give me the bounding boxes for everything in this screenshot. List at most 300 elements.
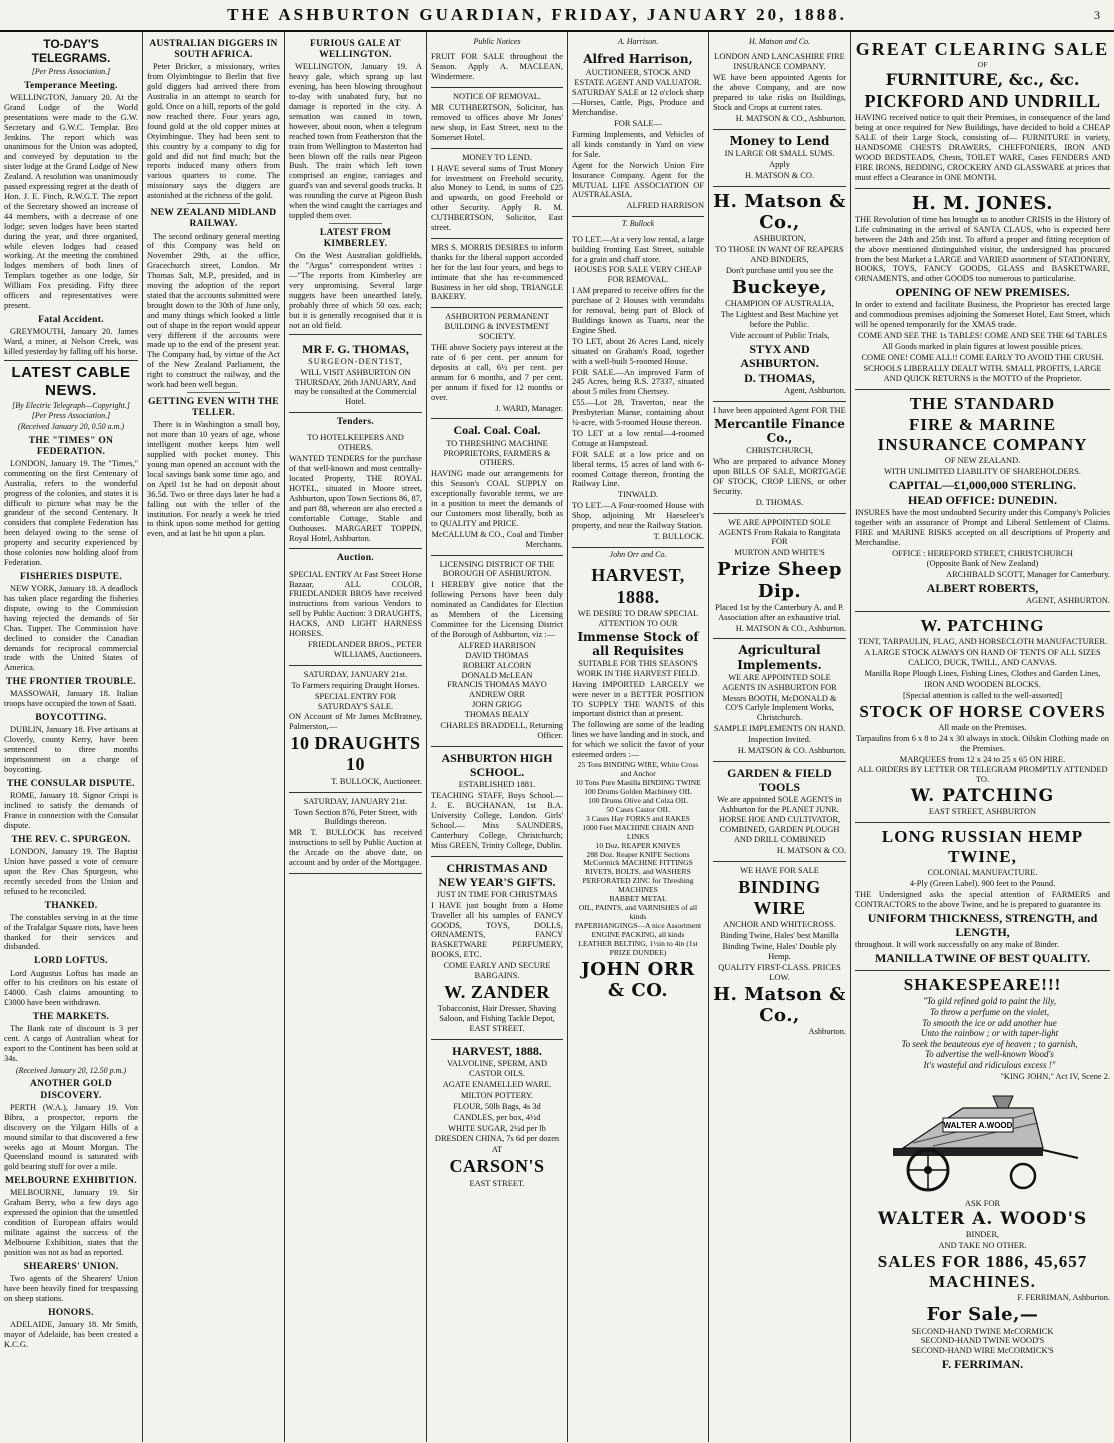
samples: SAMPLE IMPLEMENTS ON HAND. — [713, 724, 846, 734]
times-body: LONDON, January 19. The "Times," commenting on the first Centenary of Australia, refers to the wonderful progress of the colonies, and states it is difficult to picture what may be the grandeur of the second Centenary. It considers that complete Federation has been delayed owing to the sense of property and security experienced by those colonies now holding aloof from Federation. — [4, 458, 138, 567]
lancashire-heading: LONDON AND LANCASHIRE FIRE INSURANCE COMPANY. — [714, 52, 845, 72]
column-3 — [285, 32, 427, 1442]
harrison-name: Alfred Harrison, — [583, 52, 693, 67]
orr-item: 100 Drums Golden Machinery OIL — [584, 786, 692, 796]
honors-heading: HONORS. — [48, 1307, 94, 1318]
apply: Apply — [769, 159, 790, 169]
coal-body: HAVING made our arrangements for this Season's COAL SUPPLY on exceptionally favorable terms, we are in a position to meet the demands of our Customers most liberally, both as to QUALITY and PRICE. — [431, 469, 563, 528]
christmas-heading: CHRISTMAS AND NEW YEAR'S GIFTS. — [438, 860, 556, 889]
tenders-ad — [289, 429, 422, 549]
column-7 — [851, 32, 1114, 1442]
candidate: JOHN GRIGG — [471, 700, 523, 710]
candidate: ROBERT ALCORN — [462, 660, 532, 670]
poem-line: It's wasteful and ridiculous excess !" — [923, 1060, 1056, 1071]
vide: Vide account of Public Trials, — [729, 330, 830, 340]
unlimited: WITH UNLIMITED LIABILITY OF SHAREHOLDERS. — [884, 466, 1081, 476]
orr-item: McCormick MACHINE FITTINGS — [583, 858, 693, 868]
sale-item: SECOND-HAND WIRE McCORMICK'S — [911, 1346, 1054, 1356]
reapers: TO THOSE IN WANT OF REAPERS AND BINDERS, — [715, 245, 844, 264]
draughts-count: 10 DRAUGHTS 10 — [290, 733, 421, 775]
flour-price: FLOUR, 50lb Bags, 4s 3d — [453, 1101, 541, 1111]
all-goods: All Goods marked in plain figures at lowest possible prices. — [882, 342, 1083, 351]
houses-heading: HOUSES FOR SALE VERY CHEAP FOR REMOVAL. — [574, 265, 702, 285]
to-let-3: TO LET at a low rental—4-roomed Cottage at Hampstead. — [572, 428, 704, 448]
harrison-signature: ALFRED HARRISON — [626, 201, 704, 211]
orr-item: RIVETS, BOLTS, and WASHERS — [585, 867, 691, 877]
orr-item: 10 Tons Pure Manilla BINDING TWINE — [575, 777, 701, 787]
poem-line: To seek the beauteous eye of heaven ; to garnish, — [901, 1038, 1078, 1049]
oils: VALVOLINE, SPERM, AND CASTOR OILS. — [446, 1059, 548, 1079]
patching-sub: TENT, TARPAULIN, FLAG, AND HORSECLOTH MANUFACTURER. — [857, 637, 1108, 647]
for-sale: For Sale,— — [926, 1304, 1039, 1326]
twine-1: Binding Twine, Hales' best Manilla — [720, 931, 839, 941]
harvest-big: HARVEST, 1888. — [591, 565, 685, 607]
imported: Having IMPORTED LARGELY we were never in a BETTER POSITION TO SUPPLY THE WANTS of this important district than at present. — [572, 679, 704, 719]
walter-wood: WALTER A. WOOD'S — [877, 1209, 1088, 1230]
masthead-title: THE ASHBURTON GUARDIAN, FRIDAY, JANUARY 20, 1888. — [227, 5, 847, 24]
gale-heading: FURIOUS GALE AT WELLINGTON. — [310, 39, 401, 61]
christmas-sub: JUST IN TIME FOR CHRISTMAS — [436, 889, 558, 899]
hemp-twine-ad — [855, 823, 1110, 971]
school-established: ESTABLISHED 1881. — [458, 780, 536, 790]
orr-item: PERFORATED ZINC for Threshing MACHINES — [582, 876, 694, 895]
sales-1886: SALES FOR 1886, 45,657 MACHINES. — [877, 1252, 1088, 1292]
head-office: HEAD OFFICE: DUNEDIN. — [907, 492, 1057, 507]
markets-heading: THE MARKETS. — [32, 1012, 110, 1023]
office: OFFICE : HEREFORD STREET, CHRISTCHURCH — [892, 548, 1073, 558]
tenders-sub: TO HOTELKEEPERS AND OTHERS. — [307, 433, 404, 453]
orders: ALL ORDERS BY LETTER OR TELEGRAM PROMPTLY ATTENDED TO. — [857, 765, 1108, 785]
to-let-1: TO LET.—At a very low rental, a large building fronting East Street, suitable for a grain and chaff store. — [572, 234, 704, 264]
lightest: The Lightest and Best Machine yet before the Public. — [720, 309, 839, 329]
jones-body: THE Revolution of time has brought us to another CRISIS in the History of Life culminating in the arrival of SANTA CLAUS, who is expected here between the 24th and 25th inst. To afford a proper and fitting reception of the above mentioned distinguished visitor, the undersigned has procured from the best Market a LARGE and VARIED assortment of STATIONERY, BOOKS, TOYS, FANCY GOODS, GLASS and BASKETWARE, ORNAMENTS, and other GOODS too numerous to particularise. — [855, 214, 1110, 284]
kimberley-body: On the West Australian goldfields, the "Argus" correspondent writes :—"The reports from Kimberley are very unpromising. Several large nuggets have been unearthed lately, probably three of which 50 ozs. each; but it is generally recognised that it is not an old field. — [289, 251, 422, 330]
schools: SCHOOLS LIBERALLY DEALT WITH. SMALL PROFITS, LARGE AND QUICK RETURNS is the MOTTO of the Proprietor. — [863, 363, 1102, 383]
shearers-heading: SHEARERS' UNION. — [23, 1261, 119, 1272]
orr-items — [572, 761, 704, 958]
zander-sub: Tobacconist, Hair Dresser, Shaving Saloon, and Fishing Tackle Depot, EAST STREET. — [437, 1004, 557, 1034]
column-4 — [427, 32, 568, 1442]
christchurch: CHRISTCHURCH, — [746, 446, 813, 456]
agate: AGATE ENAMELLED WARE. — [442, 1079, 552, 1089]
matson-signature: H. MATSON & CO., Ashburton. — [735, 113, 846, 123]
cable-credit: [By Electric Telegraph—Copyright.] [Per Press Association.] — [12, 401, 130, 420]
shakespeare-ad — [855, 971, 1110, 1376]
candidates-list — [431, 641, 563, 720]
licensing-signature: CHARLES BRADDELL, Returning Officer. — [440, 721, 563, 740]
quality: QUALITY FIRST-CLASS. PRICES LOW. — [718, 962, 841, 982]
telegrams-credit: [Per Press Association.] — [31, 67, 111, 77]
bullock-label: T. Bullock — [621, 219, 655, 229]
auction-ad — [289, 566, 422, 666]
thanked-body: The constables serving in at the time of the Trafalgar Square riots, have been thanked for their services and disbanded. — [4, 912, 138, 952]
milton: MILTON POTTERY. — [461, 1090, 533, 1100]
ashburton-final: Ashburton. — [808, 1027, 846, 1037]
east-street: EAST STREET, ASHBURTON — [928, 807, 1037, 817]
dentist-visit: WILL VISIT ASHBURTON ON THURSDAY, 26th JANUARY, And may be consulted at the Commercial Hotel. — [294, 367, 417, 407]
murton: MURTON AND WHITE'S — [734, 548, 825, 558]
roberts: ALBERT ROBERTS, — [926, 581, 1039, 596]
columns — [0, 32, 1114, 1442]
ferriman-signature: F. FERRIMAN. — [941, 1357, 1024, 1372]
agent: Agent for the Norwich Union Fire Insurance Company. Agent for the MUTUAL LIFE ASSOCIATION OF AUSTRALASIA. — [572, 160, 704, 200]
column-6 — [709, 32, 851, 1442]
harrison-ad — [572, 48, 704, 217]
temperance-heading: Temperance Meeting. — [24, 80, 118, 91]
candidate: FRANCIS THOMAS MAYO — [447, 680, 547, 690]
candidate: DONALD McLEAN — [461, 670, 533, 680]
jones: H. M. JONES. — [912, 192, 1053, 214]
sale-date: SATURDAY, JANUARY 21st. — [303, 669, 408, 679]
money-heading: MONEY TO LEND. — [462, 152, 532, 162]
fruit-ad — [431, 48, 563, 88]
boycotting-heading: BOYCOTTING. — [35, 713, 107, 724]
building-body: THE above Society pays interest at the rate of 6 per cent. per annum for deposits at call, 6½ per cent. per annum for 6 months, and 7 per cent. per annum if fixed for 12 months or over. — [431, 343, 563, 402]
markets-body: The Bank rate of discount is 3 per cent. A cargo of Australian wheat for export to the Continent has been sold at 34s. — [4, 1024, 138, 1064]
orr-item: 10 Doz. REAPER KNIVES — [595, 840, 681, 850]
candidate: ANDREW ORR — [469, 690, 525, 700]
colonial: COLONIAL MANUFACTURE. — [927, 868, 1038, 878]
licensing-body: I HEREBY give notice that the following Persons have been duly nominated as Candidates for Election as Members of the Licensing Committee for the Licensing District of the Borough of Ashburton, viz :— — [431, 580, 563, 639]
to-let-2: TO LET, about 26 Acres Land, nicely situated on Graham's Road, together with a well-built 5-roomed House. — [572, 336, 704, 366]
cable-heading: LATEST CABLE NEWS. — [11, 363, 131, 399]
new-premises-body: In order to extend and facilitate Business, the Proprietor has erected large and commodious premises adjoining the Somerset Hotel, East Street, which will be opened temporarily for the XMAS trade. — [855, 300, 1110, 330]
dont-purchase: Don't purchase until you see the — [725, 265, 834, 275]
poem-line: To smooth the ice or add another hue — [922, 1017, 1057, 1028]
orr-item: 1000 Feet MACHINE CHAIN AND LINKS — [582, 822, 694, 841]
matson-buckeye-ad — [713, 187, 846, 402]
furniture: FURNITURE, &c., &c. — [885, 70, 1080, 90]
matson-signature-4: H. MATSON & CO. — [776, 845, 846, 855]
mercantile-intro: I have been appointed Agent FOR THE — [713, 405, 846, 415]
come-and-see: COME AND SEE THE 1s TABLES! COME AND SEE THE 6d TABLES — [857, 331, 1108, 341]
dresden-price: DRESDEN CHINA, 7s 6d per dozen — [434, 1134, 560, 1144]
telegrams-heading: TO-DAY'S TELEGRAMS. — [31, 37, 111, 66]
throughout: throughout. It will work successfully on any make of Binder. — [855, 940, 1059, 950]
we-have: WE HAVE FOR SALE — [740, 865, 819, 875]
poem-line: "To gild refined gold to paint the lily, — [922, 996, 1057, 1007]
school-body: TEACHING STAFF, Boys School.— J. E. BUCHANAN, 1st B.A. University College, London. Girls' School.— Miss SAUNDERS, Canterbury College, Christchurch; Miss GREEN, Trinity College, Dublin. — [431, 791, 563, 850]
diggers-body: Peter Bricker, a missionary, writes from Olyimbingue to Berlin that five gold diggers had arrived there from Australia in an attempt to search for gold. Once on a hill, reports of the gold now reached there. Four years ago, found gold at the old copper mines at Otyimbingue. They had been sent to this country by a company to dig for gold and did not find much; but the reports induced many others from various quarters to come. The missionary says the diggers are astonished at the richness of the gold. — [147, 62, 280, 201]
standard-1: THE STANDARD — [909, 393, 1056, 413]
planet: We are appointed SOLE AGENTS in Ashburton for the PLANET JUNR. HORSE HOE AND CULTIVATOR, COMBINED, GARDEN PLOUGH AND DRILL COMBINED — [717, 795, 842, 844]
take-no: AND TAKE NO OTHER. — [938, 1241, 1027, 1251]
melbourne-heading: MELBOURNE EXHIBITION. — [5, 1176, 137, 1187]
at-word: AT — [491, 1145, 503, 1155]
orr-item: 288 Doz. Reaper KNIFE Sections — [586, 849, 690, 859]
clearing-sale-ad — [855, 35, 1110, 189]
matson-caps: H. MATSON & CO. — [744, 170, 815, 180]
best-quality: MANILLA TWINE OF BEST QUALITY. — [874, 951, 1091, 966]
coal-signature: McCALLUM & CO., Coal and Timber Merchants. — [431, 529, 563, 549]
melbourne-body: MELBOURNE, January 19. Sir Graham Berry, who a few days ago expressed the opinion that the unsettled condition of European affairs would militate against the success of the Melbourne Exhibition, states that the position was not as bad as reported. — [4, 1188, 138, 1257]
following: The following are some of the leading lines we have landing and in stock, and for which we solicit the favor of your esteemed orders :— — [572, 720, 704, 760]
harrison-sub: AUCTIONEER, STOCK AND ESTATE AGENT AND VALUATOR. — [574, 67, 702, 87]
frontier-heading: THE FRONTIER TROUBLE. — [6, 677, 136, 688]
orr-item: PAPERHANGINGS—A nice Assortment — [574, 921, 702, 931]
accident-body: GREYMOUTH, January 20. James Ward, a miner, at Nelson Creek, was killed yesterday by falling off his horse. — [4, 327, 138, 356]
booth: Messrs BOOTH, McDONALD & CO'S Carlyle Implement Works, Christchurch. — [722, 693, 837, 723]
nz: OF NEW ZEALAND. — [944, 455, 1021, 465]
dthomas: D. THOMAS, — [744, 370, 815, 385]
inspection: Inspection Invited. — [748, 735, 811, 745]
fisheries-heading: FISHERIES DISPUTE. — [19, 571, 122, 582]
teller-body: There is in Washington a small boy, not more than 10 years of age, whose intelligent mother keeps him well supplied with pocket money. This young man opened an account with the local savings bank some time ago, and on April 1st he had on deposit about 36.5d. Two or three days later he had a falling out with the teller of the institution. For nearly a week he tried to think upon some method for getting even, and at last he hit upon a plan. — [147, 420, 280, 539]
poem-line: To advertise the well-known Wood's — [925, 1049, 1054, 1060]
matson-final: H. Matson & Co., — [713, 983, 846, 1026]
building-signature: J. WARD, Manager. — [495, 403, 563, 413]
binder-machine-illustration — [883, 1088, 1083, 1193]
draught-sale-ad — [289, 666, 422, 793]
iron-blocks: IRON AND WOODEN BLOCKS. — [924, 679, 1041, 689]
school-ad — [431, 747, 563, 857]
gale-body: WELLINGTON, January 19. A heavy gale, which sprang up last evening, has been blowing throughout to-day with unabated fury, but no damage is reported in the city. A sensation was caused in town, however, about noon, when a telegram reached town from Featherston that the train from Wellington to Masterton had been blown off the rails near Pigeon Bush. The train which left town comprised an engine, carriages and guard's van and several goods trucks. It was rounding the curve at Pigeon Bush when the wind caught the carriages and toppled them over. — [289, 62, 422, 220]
manilla: Manilla Rope Plough Lines, Fishing Lines, Clothes and Garden Lines, — [864, 669, 1101, 679]
bullock-ads — [572, 231, 704, 548]
column-2 — [143, 32, 285, 1442]
lancashire-body: WE have been appointed Agents for the above Company, and are now prepared to take risks on Buildings, Stock and Crops at current rates. — [713, 73, 846, 112]
orr-item: 100 Drums Olive and Colza OIL — [588, 795, 688, 805]
loftus-heading: LORD LOFTUS. — [34, 956, 108, 967]
hemp: LONG RUSSIAN HEMP TWINE, — [881, 827, 1084, 867]
midland-heading: NEW ZEALAND MIDLAND RAILWAY. — [150, 208, 277, 230]
lancashire-ad — [713, 48, 846, 129]
styx: STYX AND ASHBURTON. — [740, 341, 819, 370]
suitable: SUITABLE FOR THIS SEASON'S WORK IN THE HARVEST FIELD. — [576, 658, 700, 678]
dentist-ad — [289, 338, 422, 414]
morris-body: MRS S. MORRIS DESIRES to inform thanks for the liberal support accorded her for the last four years, and begs to intimate that she has re-commenced Business in her old shop, TRIANGLE BAKERY. — [431, 242, 563, 302]
page-number: 3 — [1094, 7, 1100, 22]
zander-name: W. ZANDER — [444, 982, 550, 1002]
patching-ad — [855, 612, 1110, 823]
mercantile-ad — [713, 402, 846, 514]
building-society-ad — [431, 308, 563, 419]
matson-signature-3: H. MATSON & CO. Ashburton. — [737, 746, 846, 756]
agri: Agricultural Implements. — [737, 643, 822, 672]
loftus-body: Lord Augustus Loftus has made an offer to his creditors on his estate of £4000. Cash claims amounting to £3000 have been withdrawn. — [4, 968, 138, 1008]
sale-item: SECOND-HAND TWINE WOOD'S — [920, 1336, 1045, 1346]
christmas-ad — [431, 857, 563, 1040]
farms: Farming Implements, and Vehicles of all kinds constantly in Yard on view for Sale. — [572, 130, 704, 159]
anchor: ANCHOR AND WHITECROSS. — [723, 920, 836, 930]
money-lend-ad — [713, 130, 846, 187]
tinwald-body: TO LET.—A Four-roomed House with Shop, adjoining Mr Haeseleer's property, and near the Railway Station. — [572, 501, 704, 531]
poem-cite: "KING JOHN," Act IV, Scene 2. — [1000, 1071, 1110, 1081]
gold-body: PERTH (W.A.), January 19. Von Bibra, a prospector, reports the discovery on the Yilgarn Hills of a mound similar to that discovered a few weeks ago at Mount Morgan. The Queensland mound is saturated with gold bearing stuff for over a mile. — [4, 1102, 138, 1172]
town-section-ad — [289, 793, 422, 874]
pickford-body: HAVING received notice to quit their Premises, in consequence of the land being at once required for New Buildings, have decided to hold a CHEAP SALE of their Large Stock, consisting of— FURNITURE in variety, HANDSOME CHESTS DRAWERS, CHEFFONIERS, IRON AND WOOD BEDSTEADS, Chests, TOILET WARE, Cases FENDERS AND FIRE IRONS, BEDDING, CROCKERY AND GLASSWARE at prices that must effect a Clearance in ONE MONTH. — [855, 113, 1110, 182]
jones-ad — [855, 189, 1110, 390]
patching: W. PATCHING — [920, 616, 1045, 636]
matson-label: H. Matson and Co. — [748, 37, 811, 46]
matson-ashburton: ASHBURTON, — [753, 234, 806, 244]
capital: CAPITAL—£1,000,000 STERLING. — [888, 477, 1077, 492]
dthomas-agent: Agent, Ashburton. — [784, 386, 846, 396]
column-5 — [568, 32, 709, 1442]
shearers-body: Two agents of the Shearers' Union have been heavily fined for trespassing on sheep stations. — [4, 1273, 138, 1303]
column-1 — [0, 32, 143, 1442]
implements-ad — [713, 639, 846, 762]
ply: 4-Ply (Green Label). 900 feet to the Pound. — [909, 879, 1056, 889]
bullock-signature: T. BULLOCK, Auctioneer. — [331, 776, 422, 786]
tinwald-heading: TINWALD. — [617, 490, 659, 500]
school-heading: ASHBURTON HIGH SCHOOL. — [441, 750, 553, 780]
pickford: PICKFORD AND UNDRILL — [864, 91, 1101, 112]
kimberley-heading: LATEST FROM KIMBERLEY. — [319, 227, 392, 250]
fisheries-body: NEW YORK, January 18. A deadlock has taken place regarding the fisheries dispute, owing to the Commission having rejected the demands of Sir Chas. Tupper. The Commission have declined to consider the Canadian demands for reciprocal commercial trade with the United States of America. — [4, 584, 138, 673]
christmas-body: I HAVE just bought from a Home Traveller all his samples of FANCY GOODS, TOYS, DOLLS, ORNAMENTS, FANCY BASKETWARE PERFUMERY, BOOKS, ETC. — [431, 900, 563, 960]
town-section: Town Section 876, Peter Street, with Buildings thereon. — [294, 807, 417, 827]
money-sub: IN LARGE OR SMALL SUMS. — [724, 148, 835, 158]
removal-body: MR CUTHBERTSON, Solicitor, has removed to offices above Mr Jones' new shop, in East Street, next to the Somerset Hotel. — [431, 103, 563, 142]
tarpaulins: Tarpaulins from 6 x 8 to 24 x 30 always in stock. Oilskin Clothing made on the Premises. — [856, 733, 1109, 753]
auction-body: SPECIAL ENTRY At Fast Street Horse Bazaar, ALL COLOR, FRIEDLANDER BROS have received instructions from various Vendors to sell by Public Auction: 3 DRAUGHTS, HACKS, AND LIGHT HARNESS HORSES. — [289, 569, 422, 639]
standard-insurance-ad — [855, 390, 1110, 613]
accident-heading: Fatal Accident. — [38, 314, 104, 325]
orr-item: BABBET METAL — [609, 894, 667, 904]
poem-line: To throw a perfume on the violet, — [929, 1006, 1050, 1017]
auction-signature: FRIEDLANDER BROS., PETER WILLIAMS, Auctioneers. — [307, 639, 422, 659]
orr-item: ENGINE PACKING, all kinds — [591, 930, 685, 940]
buckeye: Buckeye, — [731, 276, 828, 298]
carson-ad — [431, 1040, 563, 1193]
binder-label: WALTER A.WOOD — [943, 1120, 1012, 1130]
special-attention: [Special attention is called to the well-assorted] — [902, 690, 1063, 700]
thanked-heading: THANKED. — [44, 900, 98, 911]
morris-ad — [431, 239, 563, 308]
champion: CHAMPION OF AUSTRALIA, — [725, 298, 834, 308]
for-sale-3: FOR SALE at a low price and on liberal terms, 15 acres of land with 6-roomed Cottage thereon, fronting the Railway Line. — [572, 449, 704, 489]
insures: INSURES have the most undoubted Security under this Company's Policies together with an assurance of Prompt and Liberal Settlement of Claims. FIRE and MARINE RISKS accepted on all descriptions of Property and Merchandise. — [855, 507, 1110, 547]
dentist-title: SURGEON-DENTIST, — [308, 356, 403, 366]
consular-body: ROME, January 18. Signor Crispi is inclined to satisfy the demands of France in connection with the Consular dispute. — [4, 791, 138, 830]
teller-heading: GETTING EVEN WITH THE TELLER. — [148, 397, 279, 419]
bullock-body: MR T. BULLOCK has received instructions to sell by Public Auction at the Arcade on the above date, on account and by order of the Mortgagee. — [289, 828, 422, 868]
consular-heading: THE CONSULAR DISPUTE. — [7, 778, 135, 789]
marquees: MARQUEES from 12 x 24 to 25 x 65 ON HIRE. — [899, 754, 1066, 764]
frontier-body: MASSOWAH, January 18. Italian troops have occupied the town of Saati. — [4, 689, 138, 709]
clearing-title: GREAT CLEARING SALE — [855, 39, 1110, 59]
sale-item: SECOND-HAND TWINE McCORMICK — [911, 1326, 1054, 1336]
spurgeon-heading: THE REV. C. SPURGEON. — [11, 834, 131, 845]
mcbratney-account: ON Account of Mr James McBratney, Palmerston,— — [289, 712, 422, 732]
fruit-text: FRUIT FOR SALE throughout the Season. Apply A. MACLEAN, Windermere. — [431, 52, 563, 82]
spurgeon-body: LONDON, January 19. The Baptist Union have passed a vote of censure upon the Rev Chas Spurgeon, who recently seceded from the Union and refused to be reconciled. — [4, 847, 138, 896]
prize-dip: Prize Sheep Dip. — [717, 559, 842, 602]
money-body: I HAVE several sums of Trust Money for investment on Freehold security, also Money to Lend, in sums of £25 and upwards, on good Freehold or other Security. Apply R. M. CUTHBERTSON, Solicitor, East street. — [431, 163, 563, 233]
orr-ad — [572, 561, 704, 1006]
patching-2: W. PATCHING — [910, 786, 1055, 807]
standard-2: FIRE & MARINE INSURANCE COMPANY — [877, 414, 1088, 454]
matson-big: H. Matson & Co., — [713, 190, 846, 233]
garden: GARDEN & FIELD TOOLS — [727, 766, 832, 795]
removal-heading: NOTICE OF REMOVAL. — [452, 92, 542, 102]
traverton-lot: £55.—Lot 28, Traverton, near the Presbyterian Manse, containing about ¼-acre, with 5-roomed House thereon. — [572, 398, 704, 428]
ask-for: ASK FOR — [964, 1198, 1001, 1208]
masthead — [0, 0, 1114, 32]
sale-items — [855, 1327, 1110, 1357]
orr-item: OIL, PAINTS, and VARNISHES of all kinds — [578, 903, 698, 922]
matson-signature-2: H. MATSON & CO., Ashburton. — [735, 623, 846, 633]
orr-item: 50 Cases Castor OIL — [606, 804, 670, 814]
candidate: ALFRED HARRISON — [458, 640, 536, 650]
come-early: COME EARLY AND SECURE BARGAINS. — [443, 961, 551, 981]
coal-ad — [431, 419, 563, 555]
markets-received: (Received January 20, 12.50 p.m.) — [15, 1066, 127, 1076]
building-heading: ASHBURTON PERMANENT BUILDING & INVESTMENT SOCIETY. — [444, 312, 550, 342]
candidate: THOMAS BEALY — [464, 710, 530, 720]
carson-name: CARSON'S — [449, 1156, 545, 1177]
sale-date-2: SATURDAY, JANUARY 21st. — [303, 796, 408, 806]
clearing-of: OF — [977, 60, 988, 70]
removal-ad — [431, 88, 563, 149]
draught-heading: To Farmers requiring Draught Horses. — [291, 680, 420, 690]
cable-received: (Received January 20, 0.50 a.m.) — [17, 422, 125, 432]
dthomas2: D. THOMAS. — [755, 497, 804, 507]
tenders-heading: Tenders. — [336, 417, 375, 428]
murton-ad — [713, 514, 846, 640]
candles-price: CANDLES, per box, 4½d — [453, 1112, 541, 1122]
mercantile: Mercantile Finance Co., — [714, 416, 845, 446]
special-attention: WE DESIRE TO DRAW SPECIAL ATTENTION TO OUR — [577, 608, 699, 628]
notices-heading: Public Notices — [473, 37, 521, 46]
twine-2: Binding Twine, Hales' Double ply Hemp. — [722, 941, 837, 961]
garden-ad — [713, 762, 846, 862]
special-entry: SPECIAL ENTRY FOR SATURDAY'S SALE. — [314, 691, 397, 711]
orr-item: LEATHER BELTING, 1½in to 4in (1st PRIZE DUNDEE) — [578, 939, 698, 958]
binding-wire-ad — [713, 862, 846, 1042]
poem — [855, 996, 1110, 1070]
coal-heading: Coal. Coal. Coal. — [453, 423, 541, 438]
harrison-body: SATURDAY SALE at 12 o'clock sharp —Horses, Cattle, Pigs, Produce and Merchandise. — [572, 88, 704, 118]
houses-body: I AM prepared to receive offers for the purchase of 2 Houses with verandahs for removal, being part of Block of Buildings known as Tuarts, near the Engine Shed. — [572, 286, 704, 335]
shakespeare: SHAKESPEARE!!! — [903, 975, 1062, 995]
auction-heading: Auction. — [337, 553, 374, 564]
orr-label: John Orr and Co. — [609, 549, 667, 559]
money-ad — [431, 149, 563, 239]
harvest-heading: HARVEST, 1888. — [452, 1043, 542, 1058]
diggers-heading: AUSTRALIAN DIGGERS IN SOUTH AFRICA. — [149, 39, 278, 61]
immense-stock: Immense Stock of all Requisites — [577, 629, 699, 658]
archibald: ARCHIBALD SCOTT, Manager for Canterbury. — [946, 570, 1110, 580]
honors-body: ADELAIDE, January 18. Mr Smith, mayor of Adelaide, has been created a K.C.G. — [4, 1319, 138, 1349]
midland-body: The second ordinary general meeting of this Company was held on November 29th, at the office, Gracechurch street, London. Mr Thomas Salt, M.P., presided, and in moving the adoption of the report stated that the accounts submitted were brought down to the 30th of June only, and many things which looked a little out of shape in the report would appear very different if the accounts were made up to the end of the present year. The Company had, by virtue of the Act of the New Zealand Parliament, the right to construct the railway, and the work had been well begun. — [147, 231, 280, 390]
all-made: All made on the Premises. — [938, 722, 1027, 732]
prize-body: Placed 1st by the Canterbury A. and P. Association after an exhaustive trial. — [715, 602, 844, 622]
mercantile-body: Who are prepared to advance Money upon BILLS OF SALE, MORTGAGE OF STOCK, CROP LIENS, or other Security. — [713, 457, 846, 496]
stock-tents: A LARGE STOCK ALWAYS ON HAND OF TENTS OF ALL SIZES CALICO, DUCK, TWILL, AND CANVAS. — [864, 648, 1101, 668]
binding-wire: BINDING WIRE — [738, 876, 821, 918]
licensing-heading: LICENSING DISTRICT OF THE BOROUGH OF ASHBURTON. — [439, 559, 555, 579]
hemp-body: THE Undersigned asks the special attention of FARMERS and CONTRACTORS to the above Twine, and he is prepared to guarantee its — [855, 890, 1110, 910]
dentist-name: MR F. G. THOMAS, — [302, 341, 409, 356]
licensing-ad — [431, 556, 563, 747]
gold-heading: ANOTHER GOLD DISCOVERY. — [30, 1079, 112, 1101]
bullock-signature: T. BULLOCK. — [653, 532, 704, 541]
poem-line: Unto the rainbow ; or with taper-light — [920, 1028, 1059, 1039]
new-premises: OPENING OF NEW PREMISES. — [895, 285, 1070, 300]
uniform: UNIFORM THICKNESS, STRENGTH, and LENGTH, — [867, 910, 1098, 940]
sole-agents: WE ARE APPOINTED SOLE AGENTS IN ASHBURTON FOR — [722, 672, 837, 692]
murton-intro: WE ARE APPOINTED SOLE AGENTS From Rakaia to Rangitata FOR — [718, 517, 841, 547]
harrison-label: A. Harrison. — [617, 37, 659, 46]
tenders-body: WANTED TENDERS for the purchase of that well-known and most centrally-located Property, THE ROYAL HOTEL, situated in Moore street, Ashburton, upon Town Sections 86, 87, and part 88, whereon are also erected a comfortable Cottage, Stable and Outhouses. MARGARET TOPPIN, Royal Hotel, Ashburton. — [289, 454, 422, 543]
office-sub: (Opposite Bank of New Zealand) — [926, 559, 1039, 569]
carson-sub: EAST STREET. — [469, 1178, 525, 1188]
horse-covers: STOCK OF HORSE COVERS — [859, 701, 1106, 721]
boycotting-body: DUBLIN, January 18. Five artisans at Cloverly, county Kerry, have been sentenced to three months imprisonment on a charge of boycotting. — [4, 725, 138, 775]
times-heading: THE "TIMES" ON FEDERATION. — [28, 435, 114, 457]
